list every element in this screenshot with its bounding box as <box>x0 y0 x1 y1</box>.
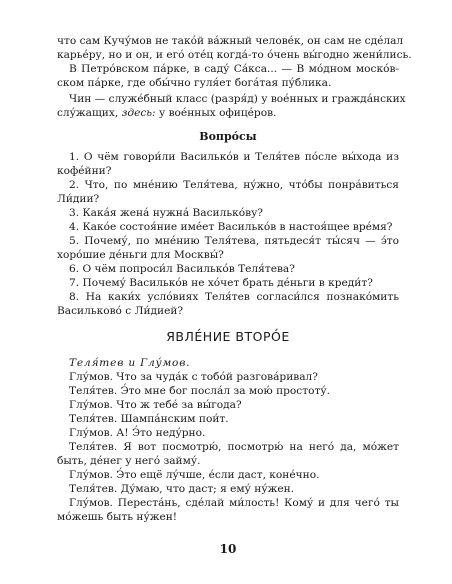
text-line: Чин — служе́бный класс (разря́д) у вое́нных и гражда́нских <box>69 93 406 105</box>
text-line: В Петро́вском па́рке, в саду́ Са́кса... — В мо́дном моско́в- <box>69 63 399 75</box>
question-line: 7. Почему́ Василько́в не хо́чет брать де́ньги в креди́т? <box>69 277 373 289</box>
question-line: 1. О чём говори́ли Василько́в и Теля́тев по́сле вы́хода из <box>69 151 399 163</box>
question-line: 8. На каки́х усло́виях Теля́тев согласи́лся познако́мить <box>69 291 399 303</box>
text-line: карье́ру, но и он, и его́ оте́ц когда́-то о́чень вы́годно жени́лись. <box>57 49 412 61</box>
text-span: у вое́нных офице́ров. <box>155 107 277 119</box>
question-line: 5. Почему́, по мне́нию Теля́тева, пятьдеся́т ты́сяч — э́то <box>69 235 399 247</box>
dialogue-line: мо́жешь быть ну́жен! <box>57 511 178 523</box>
dialogue-line: Глу́мов. Что за чуда́к с тобо́й разгова́ривал? <box>69 371 318 383</box>
question-line: хоро́шие де́ньги для Москвы́? <box>57 249 224 261</box>
text-line <box>57 106 399 120</box>
dialogue-line: Глу́мов. А! Э́то неду́рно. <box>69 427 206 439</box>
questions-heading: Вопро́сы <box>199 130 257 143</box>
dialogue-line: Глу́мов. Э́то ещё лу́чше, е́сли даст, коне́чно. <box>69 469 320 481</box>
stage-direction: Теля́тев и Глу́мов. <box>69 357 191 369</box>
scene-title: ЯВЛЕ́НИЕ ВТОРО́Е <box>166 329 290 344</box>
question-line: 4. Како́е состоя́ние име́ет Василько́в в настоя́щее вре́мя? <box>69 221 393 233</box>
text-span: слу́жащих, <box>57 107 122 119</box>
italic-span: здесь: <box>121 107 156 119</box>
question-line: 3. Кака́я жена́ нужна́ Василько́ву? <box>69 207 263 219</box>
dialogue-line: Глу́мов. Что ж тебе́ за вы́года? <box>69 399 242 411</box>
dialogue-line: Теля́тев. Ду́маю, что даст; я ему́ ну́жен. <box>69 483 295 495</box>
question-line: Васильково́ с Ли́дией? <box>57 305 184 317</box>
dialogue-line: быть, де́нег у него́ займу́. <box>57 455 201 467</box>
question-line: 6. О чём попроси́л Василько́в Теля́тева? <box>69 263 295 275</box>
question-line: кофе́йни? <box>57 165 112 177</box>
text-line: ском па́рке, где обы́чно гуля́ет бога́тая пу́блика. <box>57 77 332 89</box>
dialogue-line: Теля́тев. Шампа́нским пои́т. <box>69 413 229 425</box>
text-line: что сам Кучу́мов не тако́й ва́жный челове́к, он сам не сде́лал <box>57 35 404 47</box>
dialogue-line: Теля́тев. Э́то мне бог посла́л за мою́ простоту́. <box>69 385 330 397</box>
page-number: 10 <box>219 542 237 556</box>
question-line: Ли́дии? <box>57 193 100 205</box>
dialogue-line: Теля́тев. Я вот посмотрю́, посмотрю́ на него́ да, мо́жет <box>69 441 399 453</box>
dialogue-line: Глу́мов. Переста́нь, сде́лай ми́лость! Кому́ и для чего́ ты <box>69 497 399 509</box>
question-line: 2. Что, по мне́нию Теля́тева, ну́жно, что́бы понра́виться <box>69 179 399 191</box>
